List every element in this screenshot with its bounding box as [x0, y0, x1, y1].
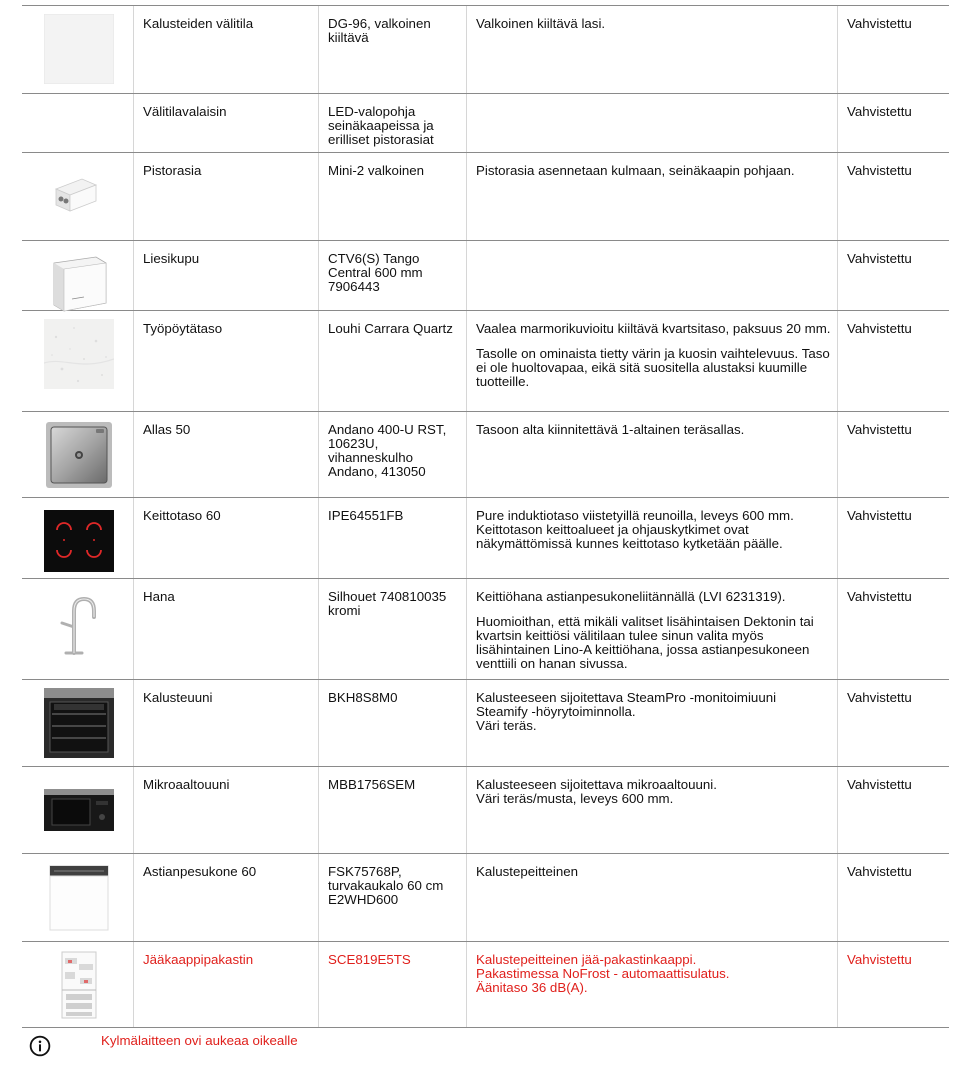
product-image-cell: [22, 94, 134, 152]
footer-note: Kylmälaitteen ovi aukeaa oikealle: [101, 1033, 298, 1048]
product-image-cell: [22, 153, 134, 240]
product-description: [467, 311, 838, 411]
product-description: [467, 579, 838, 679]
product-name: Jääkaappipakastin: [134, 942, 319, 1027]
status-badge: Vahvistettu: [847, 690, 912, 705]
product-name: Allas 50: [134, 412, 319, 497]
status-badge: Vahvistettu: [847, 163, 912, 178]
status-badge: Vahvistettu: [847, 251, 912, 266]
description-paragraph: Pistorasia asennetaan kulmaan, seinäkaapin pohjaan.: [476, 163, 795, 178]
quartz-countertop-icon: [44, 319, 114, 389]
description-paragraph: Kalustepeitteinen jää-pakastinkaappi. Pakastimessa NoFrost - automaattisulatus. Äänitaso 36 dB(A).: [476, 952, 730, 995]
product-model: LED-valopohja seinäkaapeissa ja erilliset pistorasiat: [319, 94, 467, 152]
product-description: [467, 6, 838, 93]
product-description: [467, 94, 838, 152]
description-paragraph: Vaalea marmorikuvioitu kiiltävä kvartsitaso, paksuus 20 mm.: [476, 321, 831, 336]
product-image-cell: [22, 412, 134, 497]
product-description: [467, 241, 838, 310]
product-image-cell: [22, 498, 134, 578]
product-model: MBB1756SEM: [319, 767, 467, 853]
product-image-cell: [22, 6, 134, 93]
table-row: [22, 854, 949, 942]
product-description: [467, 854, 838, 941]
description-paragraph: Tasoon alta kiinnitettävä 1-altainen teräsallas.: [476, 422, 745, 437]
status-badge: Vahvistettu: [847, 777, 912, 792]
table-row: [22, 498, 949, 579]
product-model: IPE64551FB: [319, 498, 467, 578]
status-badge: Vahvistettu: [847, 952, 912, 967]
description-paragraph: Kalusteeseen sijoitettava SteamPro -monitoimiuuni Steamify -höyrytoiminnolla. Väri teräs.: [476, 690, 777, 733]
product-description: [467, 680, 838, 766]
fridge-freezer-icon: [44, 950, 114, 1020]
product-name: Liesikupu: [134, 241, 319, 310]
product-image-cell: [22, 241, 134, 310]
product-model: Mini-2 valkoinen: [319, 153, 467, 240]
product-image-cell: [22, 767, 134, 853]
faucet-icon: [44, 587, 114, 657]
product-model: Silhouet 740810035 kromi: [319, 579, 467, 679]
product-model: DG-96, valkoinen kiiltävä: [319, 6, 467, 93]
product-model: CTV6(S) Tango Central 600 mm 7906443: [319, 241, 467, 310]
product-name: Välitilavalaisin: [134, 94, 319, 152]
status-badge: Vahvistettu: [847, 589, 912, 604]
table-row: [22, 94, 949, 153]
status-badge: Vahvistettu: [847, 16, 912, 31]
oven-icon: [44, 688, 114, 758]
description-paragraph: Huomioithan, että mikäli valitset lisähintaisen Dektonin tai kvartsin keittiösi välitilaan tulee sinun valita myös lisähintainen Lino-A keittiöhana, jossa astianpesukoneen venttiili on hanan sivussa.: [476, 614, 814, 671]
status-badge: Vahvistettu: [847, 508, 912, 523]
product-image-cell: [22, 680, 134, 766]
table-row: [22, 579, 949, 680]
product-image-cell: [22, 854, 134, 941]
power-socket-icon: [44, 161, 114, 231]
description-paragraph: Pure induktiotaso viistetyillä reunoilla, leveys 600 mm. Keittotason keittoalueet ja ohjauskytkimet ovat näkymättömissä kunnes keittotaso kytketään päälle.: [476, 508, 794, 551]
description-paragraph: Kalustepeitteinen: [476, 864, 579, 879]
steel-sink-icon: [44, 420, 114, 490]
product-name: Hana: [134, 579, 319, 679]
product-model: SCE819E5TS: [319, 942, 467, 1027]
table-row: [22, 412, 949, 498]
table-row: [22, 311, 949, 412]
product-name: Keittotaso 60: [134, 498, 319, 578]
table-row: [22, 767, 949, 854]
status-badge: Vahvistettu: [847, 422, 912, 437]
induction-hob-icon: [44, 506, 114, 576]
product-name: Kalusteiden välitila: [134, 6, 319, 93]
product-name: Työpöytätaso: [134, 311, 319, 411]
microwave-icon: [44, 775, 114, 845]
product-description: [467, 498, 838, 578]
description-paragraph: Valkoinen kiiltävä lasi.: [476, 16, 606, 31]
product-name: Astianpesukone 60: [134, 854, 319, 941]
product-description: [467, 767, 838, 853]
product-model: FSK75768P, turvakaukalo 60 cm E2WHD600: [319, 854, 467, 941]
product-description: [467, 412, 838, 497]
product-image-cell: [22, 579, 134, 679]
table-row: [22, 942, 949, 1028]
product-name: Kalusteuuni: [134, 680, 319, 766]
product-model: Louhi Carrara Quartz: [319, 311, 467, 411]
description-paragraph: Tasolle on ominaista tietty värin ja kuosin vaihtelevuus. Taso ei ole huoltovapaa, eikä sitä suositella alustaksi kuumille tuotteille.: [476, 346, 830, 389]
table-row: [22, 153, 949, 241]
dishwasher-icon: [44, 862, 114, 932]
status-badge: Vahvistettu: [847, 104, 912, 119]
product-name: Pistorasia: [134, 153, 319, 240]
product-image-cell: [22, 942, 134, 1027]
product-table: [22, 5, 949, 1028]
description-paragraph: Keittiöhana astianpesukoneliitännällä (LVI 6231319).: [476, 589, 786, 604]
product-image-cell: [22, 311, 134, 411]
product-description: [467, 942, 838, 1027]
product-model: BKH8S8M0: [319, 680, 467, 766]
white-glass-panel-icon: [44, 14, 114, 84]
product-name: Mikroaaltouuni: [134, 767, 319, 853]
status-badge: Vahvistettu: [847, 864, 912, 879]
table-row: [22, 680, 949, 767]
table-row: [22, 6, 949, 94]
product-model: Andano 400-U RST, 10623U, vihanneskulho Andano, 413050: [319, 412, 467, 497]
product-description: [467, 153, 838, 240]
info-icon: [29, 1035, 51, 1057]
table-row: [22, 241, 949, 311]
description-paragraph: Kalusteeseen sijoitettava mikroaaltouuni. Väri teräs/musta, leveys 600 mm.: [476, 777, 717, 806]
status-badge: Vahvistettu: [847, 321, 912, 336]
range-hood-icon: [44, 249, 114, 319]
